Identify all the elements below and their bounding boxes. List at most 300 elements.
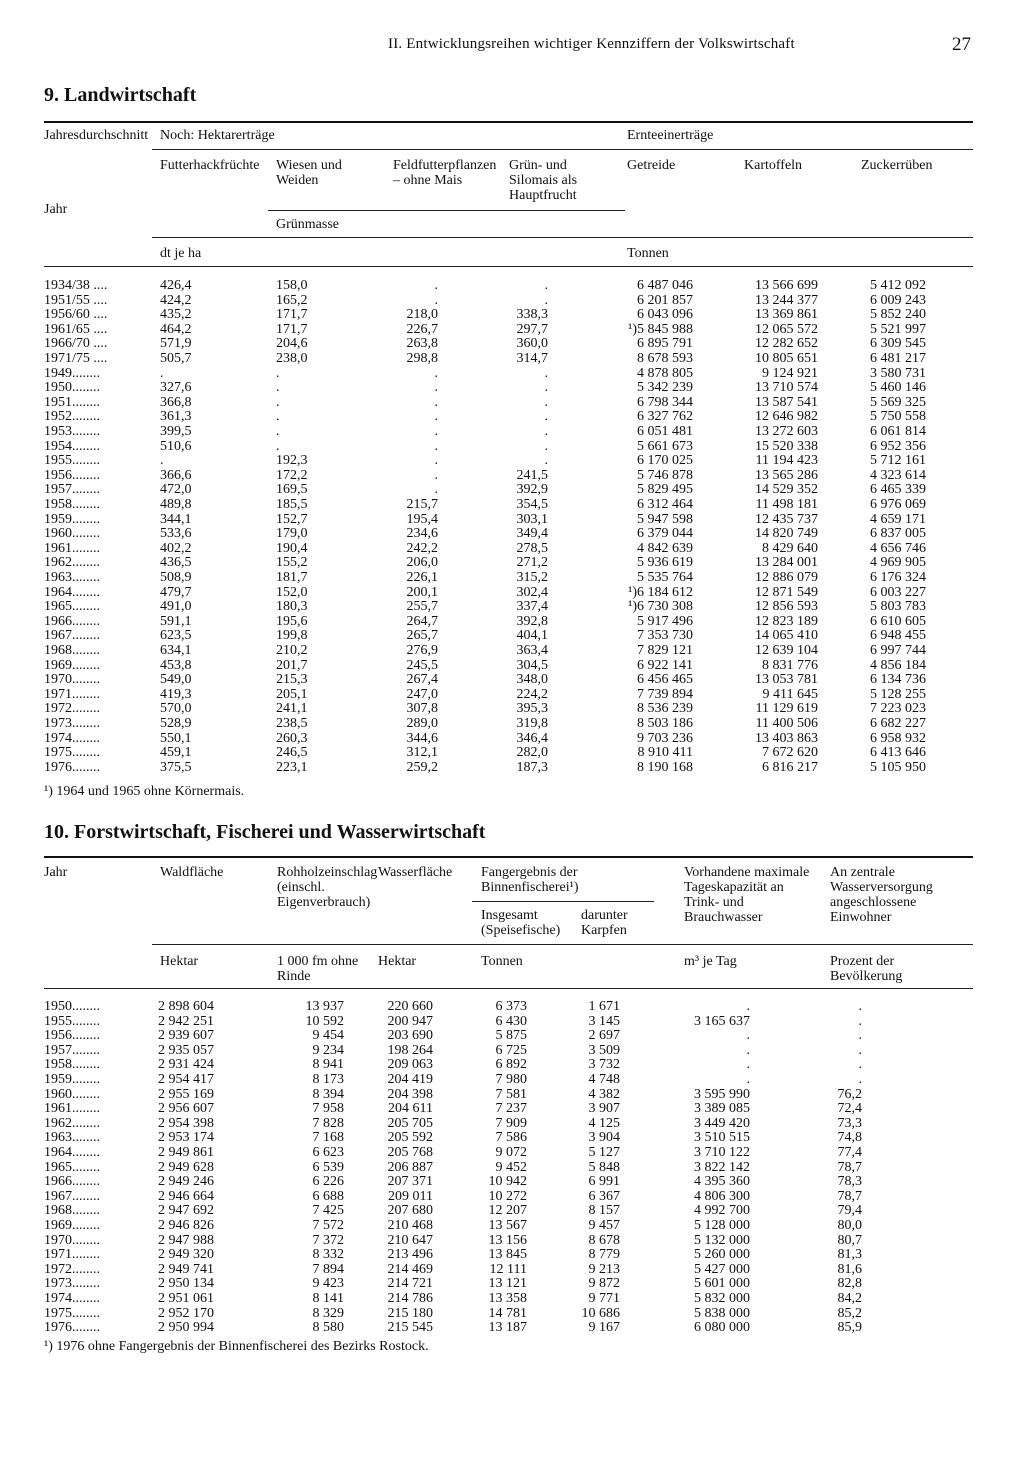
cell-getreide: 6 922 141 — [637, 657, 693, 673]
cell-getreide: 6 487 046 — [637, 278, 693, 293]
cell-fang-insgesamt: 9 072 — [495, 1145, 527, 1160]
cell-wiesen-weiden: 210,2 — [276, 643, 308, 658]
unit-tonnen: Tonnen — [481, 954, 523, 969]
cell-waldflaeche: 2 947 692 — [158, 1203, 214, 1219]
page-number: 27 — [952, 34, 971, 55]
cell-fang-insgesamt: 6 725 — [495, 1042, 527, 1058]
cell-futterhackfruechte: 436,5 — [160, 555, 192, 571]
cell-gruenmais: 338,3 — [516, 307, 548, 323]
cell-tageskapazitaet: . — [746, 1042, 750, 1058]
table-row — [0, 1161, 1024, 1176]
cell-tageskapazitaet: 4 395 360 — [694, 1174, 750, 1190]
cell-gruenmais: 271,2 — [516, 555, 548, 571]
cell-rohholz: 6 539 — [312, 1159, 344, 1175]
cell-wiesen-weiden: 172,2 — [276, 467, 308, 483]
cell-zuckerrueben: 5 105 950 — [870, 759, 926, 775]
table-row — [0, 717, 1024, 732]
cell-kartoffeln: 12 823 189 — [755, 613, 818, 629]
header-getreide: Getreide — [627, 158, 676, 173]
cell-year: 1964........ — [44, 1145, 100, 1160]
cell-kartoffeln: 13 565 286 — [755, 467, 818, 483]
cell-getreide: 7 829 121 — [637, 643, 693, 658]
cell-getreide: 9 703 236 — [637, 730, 693, 746]
cell-wiesen-weiden: 201,7 — [276, 657, 308, 673]
cell-prozent: 81,3 — [837, 1247, 862, 1263]
cell-kartoffeln: 8 429 640 — [762, 540, 818, 556]
table-top-rule — [44, 856, 973, 858]
cell-futterhackfruechte: 453,8 — [160, 657, 192, 673]
cell-kartoffeln: 13 566 699 — [755, 278, 818, 293]
cell-feldfutter: 242,2 — [406, 540, 438, 556]
cell-rohholz: 7 894 — [312, 1261, 344, 1277]
cell-zuckerrueben: 6 837 005 — [870, 526, 926, 542]
cell-getreide: 5 936 619 — [637, 555, 693, 571]
cell-zuckerrueben: 6 309 545 — [870, 336, 926, 352]
cell-kartoffeln: 12 065 572 — [755, 321, 818, 337]
cell-karpfen: 6 367 — [588, 1188, 620, 1204]
cell-futterhackfruechte: 435,2 — [160, 307, 192, 323]
cell-gruenmais: 392,8 — [516, 613, 548, 629]
cell-getreide: 6 312 464 — [637, 497, 693, 512]
cell-feldfutter: 226,1 — [406, 570, 438, 585]
cell-tageskapazitaet: 3 510 515 — [694, 1130, 750, 1146]
cell-kartoffeln: 13 053 781 — [755, 672, 818, 688]
cell-waldflaeche: 2 951 061 — [158, 1291, 214, 1306]
cell-kartoffeln: 13 244 377 — [755, 292, 818, 308]
cell-year: 1965........ — [44, 1159, 100, 1175]
cell-wasserflaeche: 220 660 — [387, 999, 433, 1014]
cell-karpfen: 3 145 — [588, 1013, 620, 1029]
cell-tageskapazitaet: 4 806 300 — [694, 1188, 750, 1204]
header-insgesamt: Insgesamt (Speisefische) — [481, 908, 561, 938]
cell-getreide: 8 190 168 — [637, 759, 693, 775]
cell-rohholz: 8 141 — [312, 1291, 344, 1306]
cell-year: 1960........ — [44, 1086, 100, 1102]
cell-year: 1965........ — [44, 599, 100, 615]
cell-karpfen: 9 872 — [588, 1276, 620, 1292]
cell-wasserflaeche: 198 264 — [387, 1042, 433, 1058]
cell-tageskapazitaet: 5 832 000 — [694, 1291, 750, 1306]
cell-futterhackfruechte: 424,2 — [160, 292, 192, 308]
cell-wasserflaeche: 207 680 — [387, 1203, 433, 1219]
table-row — [0, 425, 1024, 440]
cell-wiesen-weiden: 195,6 — [276, 613, 308, 629]
cell-zuckerrueben: 6 976 069 — [870, 497, 926, 512]
cell-rohholz: 9 423 — [312, 1276, 344, 1292]
cell-waldflaeche: 2 947 988 — [158, 1232, 214, 1248]
cell-getreide: 6 170 025 — [637, 453, 693, 469]
cell-wiesen-weiden: 171,7 — [276, 321, 308, 337]
cell-gruenmais: 348,0 — [516, 672, 548, 688]
cell-kartoffeln: 15 520 338 — [755, 438, 818, 454]
table-row — [0, 644, 1024, 659]
cell-prozent: 78,7 — [837, 1188, 862, 1204]
fang-rule — [472, 901, 654, 902]
cell-year: 1955........ — [44, 453, 100, 469]
cell-year: 1976........ — [44, 1320, 100, 1336]
cell-gruenmais: . — [544, 394, 548, 410]
cell-year: 1974........ — [44, 1291, 100, 1306]
cell-karpfen: 4 748 — [588, 1072, 620, 1087]
cell-wiesen-weiden: 238,0 — [276, 351, 308, 366]
table-row — [0, 571, 1024, 586]
cell-feldfutter: 289,0 — [406, 716, 438, 731]
cell-rohholz: 10 592 — [305, 1013, 344, 1029]
cell-getreide: 5 746 878 — [637, 467, 693, 483]
cell-wiesen-weiden: 171,7 — [276, 307, 308, 323]
cell-karpfen: 4 125 — [588, 1115, 620, 1131]
cell-wiesen-weiden: 215,3 — [276, 672, 308, 688]
cell-gruenmais: . — [544, 409, 548, 425]
cell-fang-insgesamt: 7 909 — [495, 1115, 527, 1131]
cell-rohholz: 13 937 — [305, 999, 344, 1014]
cell-futterhackfruechte: 550,1 — [160, 730, 192, 746]
cell-tageskapazitaet: 3 710 122 — [694, 1145, 750, 1160]
cell-gruenmais: 187,3 — [516, 759, 548, 775]
cell-wasserflaeche: 214 721 — [387, 1276, 433, 1292]
cell-getreide: 5 535 764 — [637, 570, 693, 585]
cell-zuckerrueben: 5 128 255 — [870, 686, 926, 702]
cell-kartoffeln: 12 886 079 — [755, 570, 818, 585]
cell-wiesen-weiden: 192,3 — [276, 453, 308, 469]
footnote-forest: ¹) 1976 ohne Fangergebnis der Binnenfischerei des Bezirks Rostock. — [44, 1339, 429, 1354]
cell-gruenmais: 392,9 — [516, 482, 548, 498]
cell-wasserflaeche: 205 592 — [387, 1130, 433, 1146]
cell-futterhackfruechte: 533,6 — [160, 526, 192, 542]
cell-prozent: . — [858, 1057, 862, 1073]
cell-year: 1954........ — [44, 438, 100, 454]
cell-futterhackfruechte: 402,2 — [160, 540, 192, 556]
cell-prozent: 85,2 — [837, 1305, 862, 1321]
cell-getreide: 6 201 857 — [637, 292, 693, 308]
table-row — [0, 337, 1024, 352]
cell-kartoffeln: 11 129 619 — [755, 701, 818, 717]
cell-gruenmais: 349,4 — [516, 526, 548, 542]
cell-prozent: 84,2 — [837, 1291, 862, 1306]
cell-rohholz: 9 234 — [312, 1042, 344, 1058]
cell-karpfen: 5 127 — [588, 1145, 620, 1160]
cell-kartoffeln: 6 816 217 — [762, 759, 818, 775]
cell-kartoffeln: 13 369 861 — [755, 307, 818, 323]
cell-wasserflaeche: 210 647 — [387, 1232, 433, 1248]
header-karpfen: darunter Karpfen — [581, 908, 628, 938]
cell-gruenmais: 241,5 — [516, 467, 548, 483]
cell-year: 1958........ — [44, 1057, 100, 1073]
cell-fang-insgesamt: 13 358 — [488, 1291, 527, 1306]
cell-wasserflaeche: 205 768 — [387, 1145, 433, 1160]
cell-gruenmais: 314,7 — [516, 351, 548, 366]
cell-waldflaeche: 2 898 604 — [158, 999, 214, 1014]
cell-year: 1971........ — [44, 686, 100, 702]
cell-zuckerrueben: 6 481 217 — [870, 351, 926, 366]
table-row — [0, 1088, 1024, 1103]
table-row — [0, 1307, 1024, 1322]
cell-kartoffeln: 9 411 645 — [762, 686, 818, 702]
cell-zuckerrueben: 4 659 171 — [870, 511, 926, 527]
table-row — [0, 673, 1024, 688]
cell-kartoffeln: 12 856 593 — [755, 599, 818, 615]
cell-feldfutter: 215,7 — [406, 497, 438, 512]
table-row — [0, 702, 1024, 717]
cell-feldfutter: 206,0 — [406, 555, 438, 571]
cell-futterhackfruechte: 623,5 — [160, 628, 192, 644]
cell-fang-insgesamt: 13 567 — [488, 1218, 527, 1233]
header-waldflaeche: Waldfläche — [160, 865, 224, 880]
cell-gruenmais: . — [544, 438, 548, 454]
cell-gruenmais: 404,1 — [516, 628, 548, 644]
cell-zuckerrueben: 5 803 783 — [870, 599, 926, 615]
cell-getreide: 6 051 481 — [637, 424, 693, 439]
cell-futterhackfruechte: . — [160, 453, 164, 469]
cell-zuckerrueben: 6 134 736 — [870, 672, 926, 688]
table-row — [0, 615, 1024, 630]
cell-year: 1972........ — [44, 701, 100, 717]
cell-year: 1966/70 .... — [44, 336, 108, 352]
cell-futterhackfruechte: 459,1 — [160, 745, 192, 761]
cell-feldfutter: 245,5 — [406, 657, 438, 673]
cell-futterhackfruechte: 399,5 — [160, 424, 192, 439]
cell-fang-insgesamt: 13 845 — [488, 1247, 527, 1263]
cell-fang-insgesamt: 6 373 — [495, 999, 527, 1014]
cell-fang-insgesamt: 10 272 — [488, 1188, 527, 1204]
table-row — [0, 1131, 1024, 1146]
cell-getreide: 6 798 344 — [637, 394, 693, 410]
footnote-agri: ¹) 1964 und 1965 ohne Körnermais. — [44, 784, 245, 799]
cell-waldflaeche: 2 955 169 — [158, 1086, 214, 1102]
unit-tonnen: Tonnen — [627, 246, 669, 261]
table-row — [0, 761, 1024, 776]
section-title-landwirtschaft: 9. Landwirtschaft — [44, 84, 197, 106]
cell-prozent: . — [858, 1072, 862, 1087]
cell-feldfutter: 234,6 — [406, 526, 438, 542]
gruenmasse-rule — [268, 210, 625, 211]
cell-feldfutter: 307,8 — [406, 701, 438, 717]
cell-wasserflaeche: 213 496 — [387, 1247, 433, 1263]
cell-getreide: 8 503 186 — [637, 716, 693, 731]
cell-waldflaeche: 2 954 398 — [158, 1115, 214, 1131]
cell-tageskapazitaet: 5 427 000 — [694, 1261, 750, 1277]
cell-kartoffeln: 12 282 652 — [755, 336, 818, 352]
cell-prozent: . — [858, 1028, 862, 1044]
cell-wiesen-weiden: 246,5 — [276, 745, 308, 761]
header-jahr: Jahr — [44, 865, 68, 880]
header-rule — [152, 149, 973, 150]
header-rule — [152, 944, 973, 945]
cell-tageskapazitaet: 3 822 142 — [694, 1159, 750, 1175]
cell-kartoffeln: 9 124 921 — [762, 365, 818, 381]
table-row — [0, 659, 1024, 674]
running-header: II. Entwicklungsreihen wichtiger Kennziffern der Volkswirtschaft — [388, 36, 795, 52]
cell-prozent: 73,3 — [837, 1115, 862, 1131]
cell-wasserflaeche: 204 398 — [387, 1086, 433, 1102]
cell-prozent: 80,7 — [837, 1232, 862, 1248]
cell-feldfutter: 226,7 — [406, 321, 438, 337]
cell-karpfen: 8 779 — [588, 1247, 620, 1263]
cell-getreide: 7 739 894 — [637, 686, 693, 702]
cell-getreide: 6 379 044 — [637, 526, 693, 542]
header-zuckerrueben: Zuckerrüben — [861, 158, 933, 173]
cell-wiesen-weiden: 205,1 — [276, 686, 308, 702]
cell-year: 1950........ — [44, 380, 100, 396]
cell-year: 1957........ — [44, 482, 100, 498]
cell-karpfen: 3 509 — [588, 1042, 620, 1058]
cell-futterhackfruechte: 528,9 — [160, 716, 192, 731]
cell-kartoffeln: 11 194 423 — [755, 453, 818, 469]
cell-tageskapazitaet: . — [746, 1057, 750, 1073]
cell-feldfutter: . — [434, 365, 438, 381]
cell-wasserflaeche: 206 887 — [387, 1159, 433, 1175]
cell-tageskapazitaet: 6 080 000 — [694, 1320, 750, 1336]
cell-feldfutter: 259,2 — [406, 759, 438, 775]
table-row — [0, 732, 1024, 747]
cell-fang-insgesamt: 13 121 — [488, 1276, 527, 1292]
cell-kartoffeln: 10 805 651 — [755, 351, 818, 366]
cell-kartoffeln: 13 284 001 — [755, 555, 818, 571]
cell-futterhackfruechte: 464,2 — [160, 321, 192, 337]
unit-dt-je-ha: dt je ha — [160, 246, 202, 261]
cell-rohholz: 8 329 — [312, 1305, 344, 1321]
unit-m3-je-tag: m³ je Tag — [684, 954, 737, 969]
cell-rohholz: 6 688 — [312, 1188, 344, 1204]
cell-karpfen: 8 157 — [588, 1203, 620, 1219]
cell-year: 1970........ — [44, 1232, 100, 1248]
cell-year: 1968........ — [44, 643, 100, 658]
cell-getreide: ¹)6 184 612 — [628, 584, 693, 600]
cell-feldfutter: 263,8 — [406, 336, 438, 352]
cell-year: 1968........ — [44, 1203, 100, 1219]
cell-year: 1975........ — [44, 1305, 100, 1321]
cell-futterhackfruechte: 344,1 — [160, 511, 192, 527]
cell-futterhackfruechte: 426,4 — [160, 278, 192, 293]
cell-kartoffeln: 13 272 603 — [755, 424, 818, 439]
cell-rohholz: 8 941 — [312, 1057, 344, 1073]
cell-rohholz: 9 454 — [312, 1028, 344, 1044]
cell-year: 1971/75 .... — [44, 351, 108, 366]
table-row — [0, 483, 1024, 498]
cell-futterhackfruechte: . — [160, 365, 164, 381]
cell-karpfen: 10 686 — [581, 1305, 620, 1321]
cell-year: 1960........ — [44, 526, 100, 542]
table-top-rule — [44, 121, 973, 123]
cell-zuckerrueben: 6 610 605 — [870, 613, 926, 629]
cell-gruenmais: 346,4 — [516, 730, 548, 746]
cell-wiesen-weiden: 199,8 — [276, 628, 308, 644]
cell-kartoffeln: 14 820 749 — [755, 526, 818, 542]
cell-feldfutter: 218,0 — [406, 307, 438, 323]
cell-futterhackfruechte: 634,1 — [160, 643, 192, 658]
table-row — [0, 1234, 1024, 1249]
cell-tageskapazitaet: 3 449 420 — [694, 1115, 750, 1131]
cell-gruenmais: . — [544, 292, 548, 308]
cell-gruenmais: 319,8 — [516, 716, 548, 731]
cell-kartoffeln: 14 065 410 — [755, 628, 818, 644]
cell-year: 1967........ — [44, 628, 100, 644]
cell-gruenmais: 363,4 — [516, 643, 548, 658]
table-row — [0, 1000, 1024, 1015]
cell-getreide: 6 456 465 — [637, 672, 693, 688]
cell-wiesen-weiden: 238,5 — [276, 716, 308, 731]
cell-gruenmais: 360,0 — [516, 336, 548, 352]
header-bottom-rule — [44, 988, 973, 989]
table-row — [0, 381, 1024, 396]
cell-prozent: 74,8 — [837, 1130, 862, 1146]
cell-feldfutter: 298,8 — [406, 351, 438, 366]
cell-rohholz: 7 168 — [312, 1130, 344, 1146]
cell-getreide: 5 342 239 — [637, 380, 693, 396]
cell-year: 1961........ — [44, 1101, 100, 1117]
cell-year: 1951........ — [44, 394, 100, 410]
cell-getreide: 5 661 673 — [637, 438, 693, 454]
table-row — [0, 1263, 1024, 1278]
cell-futterhackfruechte: 591,1 — [160, 613, 192, 629]
cell-rohholz: 7 958 — [312, 1101, 344, 1117]
cell-gruenmais: 395,3 — [516, 701, 548, 717]
cell-gruenmais: 337,4 — [516, 599, 548, 615]
cell-year: 1961........ — [44, 540, 100, 556]
cell-kartoffeln: 13 587 541 — [755, 394, 818, 410]
cell-karpfen: 5 848 — [588, 1159, 620, 1175]
cell-wiesen-weiden: 241,1 — [276, 701, 308, 717]
table-row — [0, 542, 1024, 557]
cell-wasserflaeche: 214 469 — [387, 1261, 433, 1277]
cell-prozent: 81,6 — [837, 1261, 862, 1277]
cell-feldfutter: . — [434, 438, 438, 454]
cell-feldfutter: 247,0 — [406, 686, 438, 702]
cell-feldfutter: 312,1 — [406, 745, 438, 761]
cell-year: 1962........ — [44, 1115, 100, 1131]
cell-fang-insgesamt: 9 452 — [495, 1159, 527, 1175]
cell-tageskapazitaet: . — [746, 1072, 750, 1087]
table-row — [0, 556, 1024, 571]
cell-year: 1975........ — [44, 745, 100, 761]
header-feldfutterpflanzen: Feldfutterpflanzen – ohne Mais — [393, 158, 497, 188]
cell-kartoffeln: 8 831 776 — [762, 657, 818, 673]
cell-wasserflaeche: 204 419 — [387, 1072, 433, 1087]
cell-wiesen-weiden: . — [276, 365, 280, 381]
cell-year: 1962........ — [44, 555, 100, 571]
cell-zuckerrueben: 5 521 997 — [870, 321, 926, 337]
cell-karpfen: 9 771 — [588, 1291, 620, 1306]
cell-karpfen: 9 213 — [588, 1261, 620, 1277]
header-zentrale-versorgung: An zentrale Wasserversorgung angeschlossene Einwohner — [830, 865, 933, 925]
cell-wiesen-weiden: . — [276, 380, 280, 396]
cell-fang-insgesamt: 7 980 — [495, 1072, 527, 1087]
cell-waldflaeche: 2 954 417 — [158, 1072, 214, 1087]
header-rule — [152, 237, 973, 238]
cell-zuckerrueben: 6 413 646 — [870, 745, 926, 761]
table-row — [0, 396, 1024, 411]
cell-prozent: 78,3 — [837, 1174, 862, 1190]
cell-feldfutter: 267,4 — [406, 672, 438, 688]
cell-year: 1964........ — [44, 584, 100, 600]
cell-year: 1963........ — [44, 1130, 100, 1146]
cell-tageskapazitaet: 3 389 085 — [694, 1101, 750, 1117]
cell-prozent: 82,8 — [837, 1276, 862, 1292]
header-tageskapazitaet: Vorhandene maximale Tageskapazität an Trink- und Brauchwasser — [684, 865, 810, 925]
cell-gruenmais: 302,4 — [516, 584, 548, 600]
cell-wiesen-weiden: 152,7 — [276, 511, 308, 527]
cell-zuckerrueben: 6 465 339 — [870, 482, 926, 498]
table-row — [0, 352, 1024, 367]
cell-getreide: 5 917 496 — [637, 613, 693, 629]
table-row — [0, 1058, 1024, 1073]
unit-1000-fm: 1 000 fm ohne Rinde — [277, 954, 359, 984]
cell-wasserflaeche: 209 011 — [388, 1188, 433, 1204]
cell-feldfutter: 265,7 — [406, 628, 438, 644]
cell-getreide: 8 678 593 — [637, 351, 693, 366]
cell-year: 1957........ — [44, 1042, 100, 1058]
cell-waldflaeche: 2 939 607 — [158, 1028, 214, 1044]
